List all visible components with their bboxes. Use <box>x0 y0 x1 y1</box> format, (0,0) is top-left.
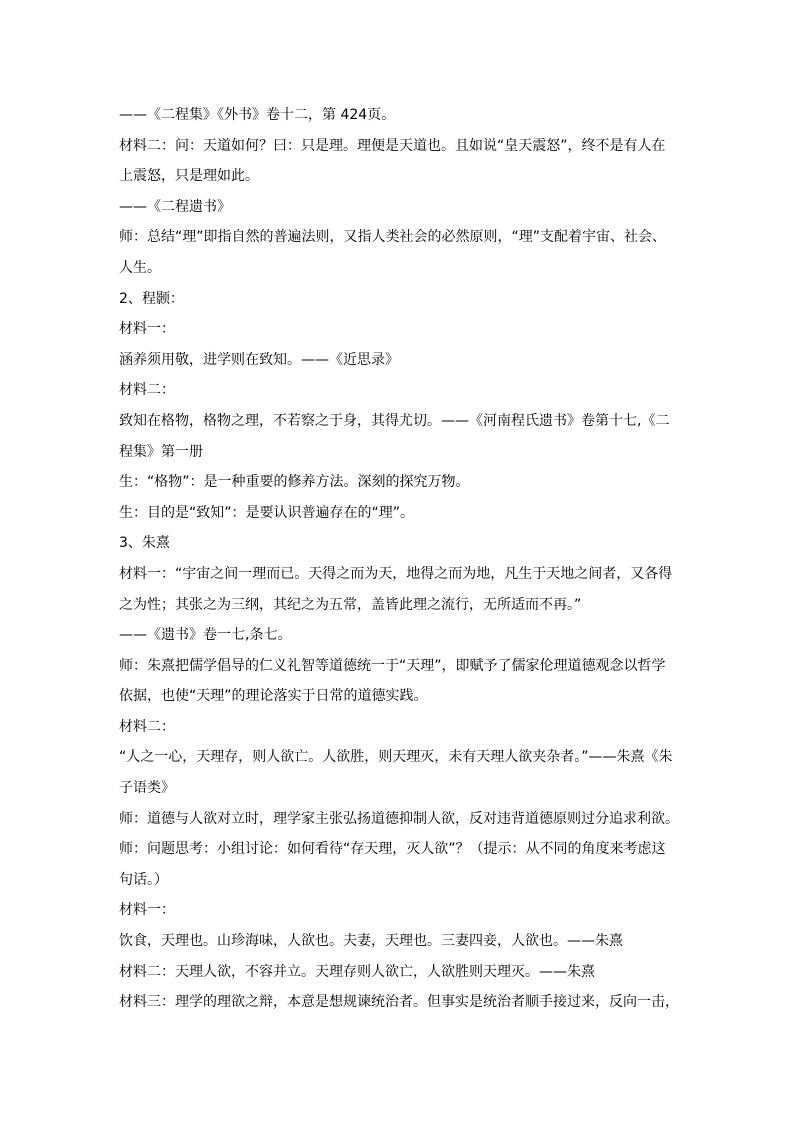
text-line-student: 生：目的是“致知”：是要认识普遍存在的“理”。 <box>119 504 415 521</box>
text-line-material-label: 材料二： <box>119 382 175 399</box>
text-line-teacher: 师：朱熹把儒学倡导的仁义礼智等道德统一于“天理”，即赋予了儒家伦理道德观念以哲学 <box>119 657 666 674</box>
text-line-material-3: 材料三：理学的理欲之辩，本意是想规谏统治者。但事实是统治者顺手接过来，反向一击， <box>119 994 679 1011</box>
text-line: 饮食，天理也。山珍海味，人欲也。夫妻，天理也。三妻四妾，人欲也。——朱熹 <box>119 933 623 950</box>
document-body <box>119 100 679 1018</box>
text-line-student: 生：“格物”：是一种重要的修养方法。深刻的探究万物。 <box>119 474 470 491</box>
text-line-quote: “人之一心，天理存，则人欲亡。人欲胜，则天理灭，未有天理人欲夹杂者。”——朱熹《朱 <box>119 749 673 766</box>
section-heading-zhu-xi: 3、朱熹 <box>119 535 170 552</box>
text-line-teacher-summary: 师：总结“理”即指自然的普遍法则，又指人类社会的必然原则，“理”支配着宇宙、社会、 <box>119 229 667 246</box>
text-line-material-label: 材料二： <box>119 718 175 735</box>
text-line-material-label: 材料一： <box>119 902 175 919</box>
text-line-source: ——《遗书》卷一七,条七。 <box>119 627 292 644</box>
text-line-material-2: 材料二：问：天道如何？曰：只是理。理便是天道也。且如说“皇天震怒”，终不是有人在 <box>119 137 666 154</box>
section-heading-cheng-hao: 2、程颢： <box>119 290 184 307</box>
text-line: 涵养须用敬，进学则在致知。——《近思录》 <box>119 351 399 368</box>
text-line: 程集》第一册 <box>119 443 203 460</box>
text-line: 致知在格物，格物之理，不若察之于身，其得尤切。——《河南程氏遗书》卷第十七,《二 <box>119 412 670 429</box>
text-line: 之为性；其张之为三纲，其纪之为五常，盖皆此理之流行，无所适而不再。” <box>119 596 582 613</box>
text-line: 上震怒，只是理如此。 <box>119 168 259 185</box>
text-line-material-1: 材料一：“宇宙之间一理而已。天得之而为天，地得之而为地，凡生于天地之间者，又各得 <box>119 565 673 582</box>
text-line-question: 师：问题思考：小组讨论：如何看待“存天理，灭人欲”？（提示：从不同的角度来考虑这 <box>119 841 666 858</box>
text-line-teacher: 师：道德与人欲对立时，理学家主张弘扬道德抑制人欲，反对违背道德原则过分追求利欲。 <box>119 810 679 827</box>
text-line-source-yishu: ——《二程遗书》 <box>119 198 231 215</box>
text-line-material-2: 材料二：天理人欲，不容并立。天理存则人欲亡，人欲胜则天理灭。——朱熹 <box>119 963 595 980</box>
text-line: 子语类》 <box>119 780 175 797</box>
text-line: 人生。 <box>119 259 161 276</box>
text-line: 句话。） <box>119 871 168 888</box>
text-line-material-label: 材料一： <box>119 321 175 338</box>
text-line: 依据，也使“天理”的理论落实于日常的道德实践。 <box>119 688 428 705</box>
text-line-source-waishu: ——《二程集》《外书》卷十二，第 424页。 <box>119 107 396 123</box>
